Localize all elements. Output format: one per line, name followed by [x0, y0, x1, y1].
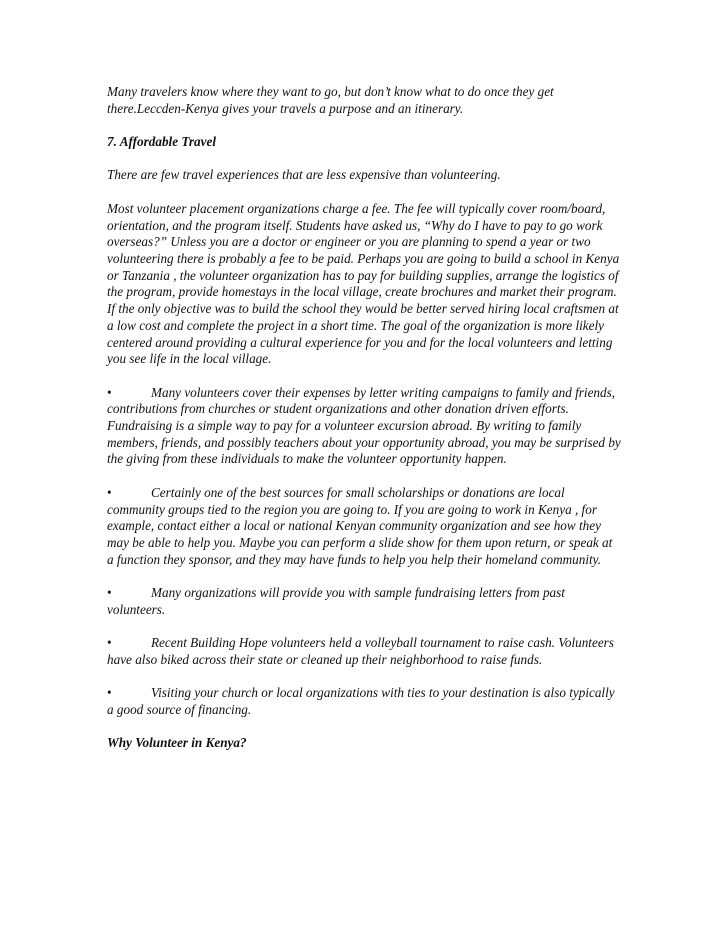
- bullet-text: Many organizations will provide you with sample fundraising letters from past volunteers.: [107, 585, 565, 617]
- bullet-text: Certainly one of the best sources for small scholarships or donations are local community groups tied to the region you are going to. If you are going to work in Kenya , for example, contact either a local or national Kenyan community organization and see how they may be able to help you. Maybe you can perform a slide show for them upon return, or speak at a function they sponsor, and they may have funds to help you help their homeland community.: [107, 484, 613, 567]
- bullet-item: [107, 485, 621, 569]
- closing-heading: Why Volunteer in Kenya?: [107, 735, 247, 751]
- bullet-item: [107, 685, 621, 718]
- document-body: [107, 84, 621, 769]
- bullet-text: Visiting your church or local organizations with ties to your destination is also typically a good source of financing.: [107, 685, 615, 717]
- bullet-marker: •: [107, 585, 112, 600]
- body-paragraph: Most volunteer placement organizations charge a fee. The fee will typically cover room/board, orientation, and the program itself. Students have asked us, “Why do I have to pay to go work overseas?” Unless you are a doctor or engineer or you are planning to spend a year or two volunteering there is probably a fee to be paid. Perhaps you are going to build a school in Kenya or Tanzania , the volunteer organization has to pay for building supplies, arrange the logistics of the program, provide homestays in the local village, create brochures and market their program. If the only objective was to build the school they would be better served hiring local craftsmen at a low cost and complete the project in a short time. The goal of the organization is more likely centered around providing a cultural experience for you and for the local volunteers and letting you see life in the local village.: [107, 200, 620, 367]
- bullet-marker: •: [107, 384, 112, 400]
- lead-paragraph: There are few travel experiences that are less expensive than volunteering.: [107, 167, 501, 183]
- bullet-text: Recent Building Hope volunteers held a volleyball tournament to raise cash. Volunteers have also biked across their state or cleaned up their neighborhood to raise funds.: [107, 635, 614, 667]
- bullet-marker: •: [107, 484, 112, 500]
- intro-paragraph: Many travelers know where they want to go, but don’t know what to do once they get there.Leccden-Kenya gives your travels a purpose and an itinerary.: [107, 84, 554, 116]
- bullet-marker: •: [107, 685, 112, 701]
- bullet-item: [107, 585, 621, 618]
- bullet-item: [107, 635, 621, 668]
- section-heading: 7. Affordable Travel: [107, 134, 217, 150]
- bullet-marker: •: [107, 635, 112, 651]
- bullet-item: [107, 385, 621, 469]
- bullet-text: Many volunteers cover their expenses by letter writing campaigns to family and friends, contributions from churches or student organizations and other donation driven efforts. Fundraising is a simple way to pay for a volunteer excursion abroad. By writing to family members, friends, and possibly teachers about your opportunity abroad, you may be surprised by the giving from these individuals to make the volunteer opportunity happen.: [107, 384, 621, 467]
